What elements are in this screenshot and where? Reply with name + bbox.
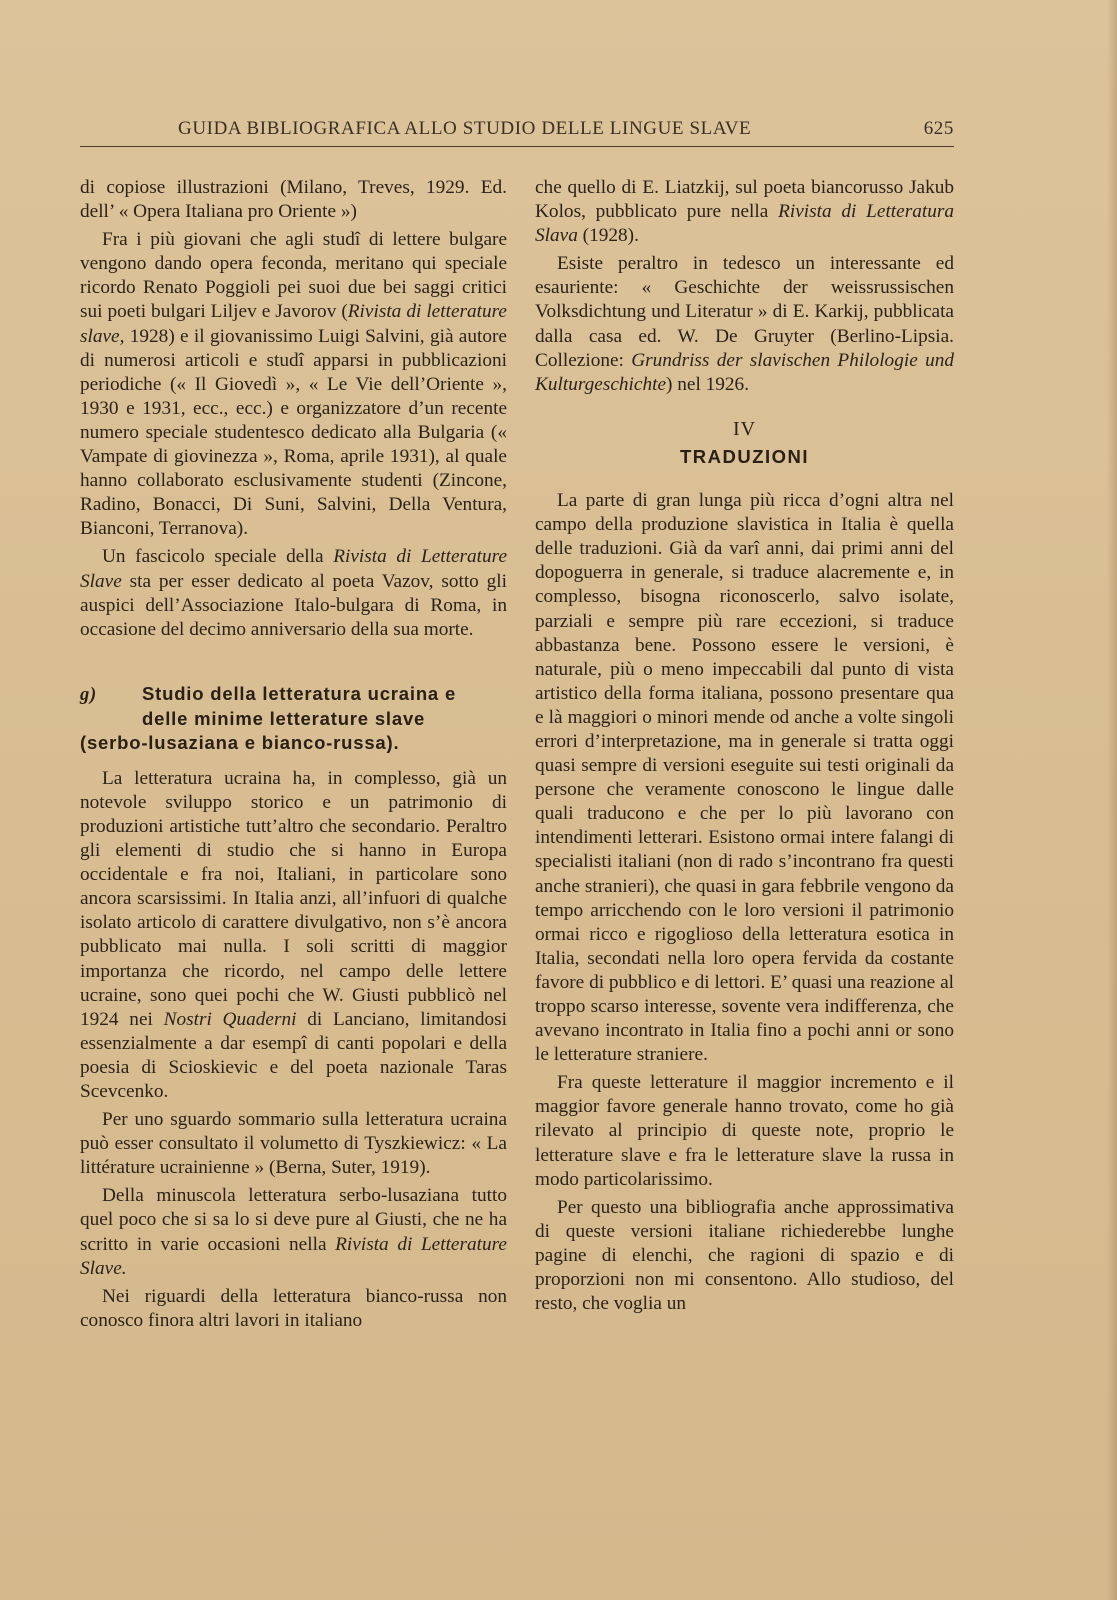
journal-title: Rivista di Letteratura Slava (535, 201, 954, 247)
header-rule (80, 146, 954, 147)
section-title-line1: Studio della letteratura ucraina e delle minime letterature slave (142, 682, 457, 729)
paragraph-text: Esiste peraltro in tedesco un interessante ed esauriente: « Geschichte der weissrussischen Volksdichtung und Literatur » di E. Karkij, pubblicata dalla casa ed. W. De Gruyter (Berlino-Lipsia. Collezione: (535, 253, 954, 371)
right-column (535, 176, 954, 1320)
paragraph: di copiose illustrazioni (Milano, Treves, 1929. Ed. dell’ « Opera Italiana pro Oriente ») (80, 177, 507, 223)
running-head (80, 118, 954, 144)
paragraph-text: sta per esser dedicato al poeta Vazov, sotto gli auspici dell’Associazione Italo-bulgara di Roma, in occasione del decimo anniversario della sua morte. (80, 570, 507, 640)
paragraph-text: Della minuscola letteratura serbo-lusaziana tutto quel poco che si sa lo si deve pure al Giusti, che ne ha scritto in varie occasioni nella (80, 1185, 507, 1255)
paragraph-text: ) nel 1926. (666, 373, 750, 395)
page-number: 625 (923, 118, 954, 139)
paragraph: Per uno sguardo sommario sulla letteratura ucraina può esser consultato il volumetto di Tyszkiewicz: « La littérature ucrainienne » (Berna, Suter, 1919). (80, 1109, 507, 1179)
paragraph-text: che quello di E. Liatzkij, sul poeta biancorusso Jakub Kolos, pubblicato pure nella (535, 177, 954, 223)
paragraph-text: di Lanciano, limitandosi essenzialmente a dar esempî di canti popolari e della poesia di Scioskievic e del poeta nazionale Taras Scevcenko. (80, 1008, 507, 1102)
paragraph (80, 767, 507, 1104)
paragraph: Nei riguardi della letteratura bianco-russa non conosco finora altri lavori in italiano (80, 1285, 507, 1331)
left-column (80, 176, 507, 1337)
journal-title: Rivista di Letterature Slave. (80, 1233, 507, 1279)
paragraph-text: Fra i più giovani che agli studî di lettere bulgare vengono dando opera feconda, meritano qui speciale ricordo Renato Poggioli pei suoi due bei saggi critici sui poeti bulgari Liljev e Javorov ( (80, 229, 507, 323)
section-label: g) (80, 684, 98, 705)
chapter-title: TRADUZIONI (679, 445, 810, 467)
paragraph-text: Un fascicolo speciale della (102, 546, 334, 568)
paragraph (80, 228, 507, 541)
paragraph-text: 1928) e il giovanissimo Luigi Salvini, già autore di numerosi articoli e studî apparsi in pubblicazioni periodiche (« Il Giovedì », « Le Vie dell’Oriente », 1930 e 1931, ecc., ecc.) e organizzatore d’un recente numero speciale studentesco dedicato alla Bulgaria (« Vampate di giovinezza », Roma, aprile 1931), al quale hanno collaborato esclusivamente studenti (Zincone, Radino, Bonacci, Di Suni, Salvini, Della Ventura, Bianconi, Terranova). (80, 325, 507, 540)
journal-title: Rivista di letterature slave, (80, 301, 507, 347)
journal-title: Rivista di Letterature Slave (80, 546, 508, 592)
paragraph: La parte di gran lunga più ricca d’ogni altra nel campo della produzione slavistica in Italia è quella delle traduzioni. Già da varî anni, dai primi anni del dopoguerra in generale, si traduce alacremente e, in complesso, bisogna riconoscerlo, salvo isolate, parziali e sempre più rare eccezioni, si traduce abbastanza bene. Possono essere le versioni, è naturale, più o meno impeccabili dal punto di vista artistico della forma italiana, possono presentare qua e là maggiori o minori mende od anche a volte singoli errori d’interpretazione, ma in generale si tratta oggi quasi sempre di versioni eseguite sui testi originali da persone che veramente conoscono le lingue dalle quali traducono e che per lo più lavorano con intendimenti letterari. Esistono ormai intere falangi di specialisti italiani (non di rado s’incontrano fra questi anche stranieri), che quasi in gara febbrile vengono da tempo arricchendo con le loro versioni il patrimonio ormai ricco e rigoglioso della letteratura esotica in Italia, secondati nella loro opera fervida da costante favore di pubblico e di lettori. E’ quasi una reazione al troppo scarso interesse, sovente vera indifferenza, che avevano incontrato in Italia fino a pochi anni or sono le letterature straniere. (535, 490, 954, 1066)
running-head-title: GUIDA BIBLIOGRAFICA ALLO STUDIO DELLE LINGUE SLAVE (178, 118, 752, 139)
paragraph-text: La letteratura ucraina ha, in complesso, già un notevole sviluppo storico e un patrimonio di produzioni artistiche tutt’altro che secondario. Peraltro gli elementi di studio che si hanno in Europa occidentale e fra noi, Italiani, in particolare sono ancora scarsissimi. In Italia anzi, all’infuori di qualche isolato articolo di carattere divulgativo, non s’è ancora pubblicato mai nulla. I soli scritti di maggior importanza che ricordo, nel campo delle lettere ucraine, sono quei pochi che W. Giusti pubblicò nel 1924 nei (80, 767, 507, 1030)
paragraph: Fra queste letterature il maggior incremento e il maggior favore generale hanno trovato, come ho già rilevato al principio di queste note, proprio le letterature slave e fra le letterature slave la russa in modo particolarissimo. (535, 1072, 954, 1190)
paragraph (535, 252, 954, 397)
journal-title: Nostri Quaderni (163, 1008, 297, 1030)
section-heading (80, 682, 507, 755)
paragraph-text: (1928). (577, 225, 639, 247)
paragraph: Per questo una bibliografia anche approssimativa di queste versioni italiane richiederebbe lunghe pagine di elenchi, che ragioni di spazio e di proporzioni non mi consentono. Allo studioso, del resto, che voglia un (535, 1196, 954, 1315)
paragraph (535, 176, 954, 248)
page-edge-shadow (1107, 0, 1117, 1600)
paragraph (80, 1184, 507, 1280)
paragraph (80, 545, 507, 641)
series-title: Grundriss der slavischen Philologie und Kulturgeschichte (535, 349, 954, 395)
section-title-line2: (serbo-lusaziana e bianco-russa). (80, 731, 400, 753)
chapter-number: IV (732, 417, 757, 440)
